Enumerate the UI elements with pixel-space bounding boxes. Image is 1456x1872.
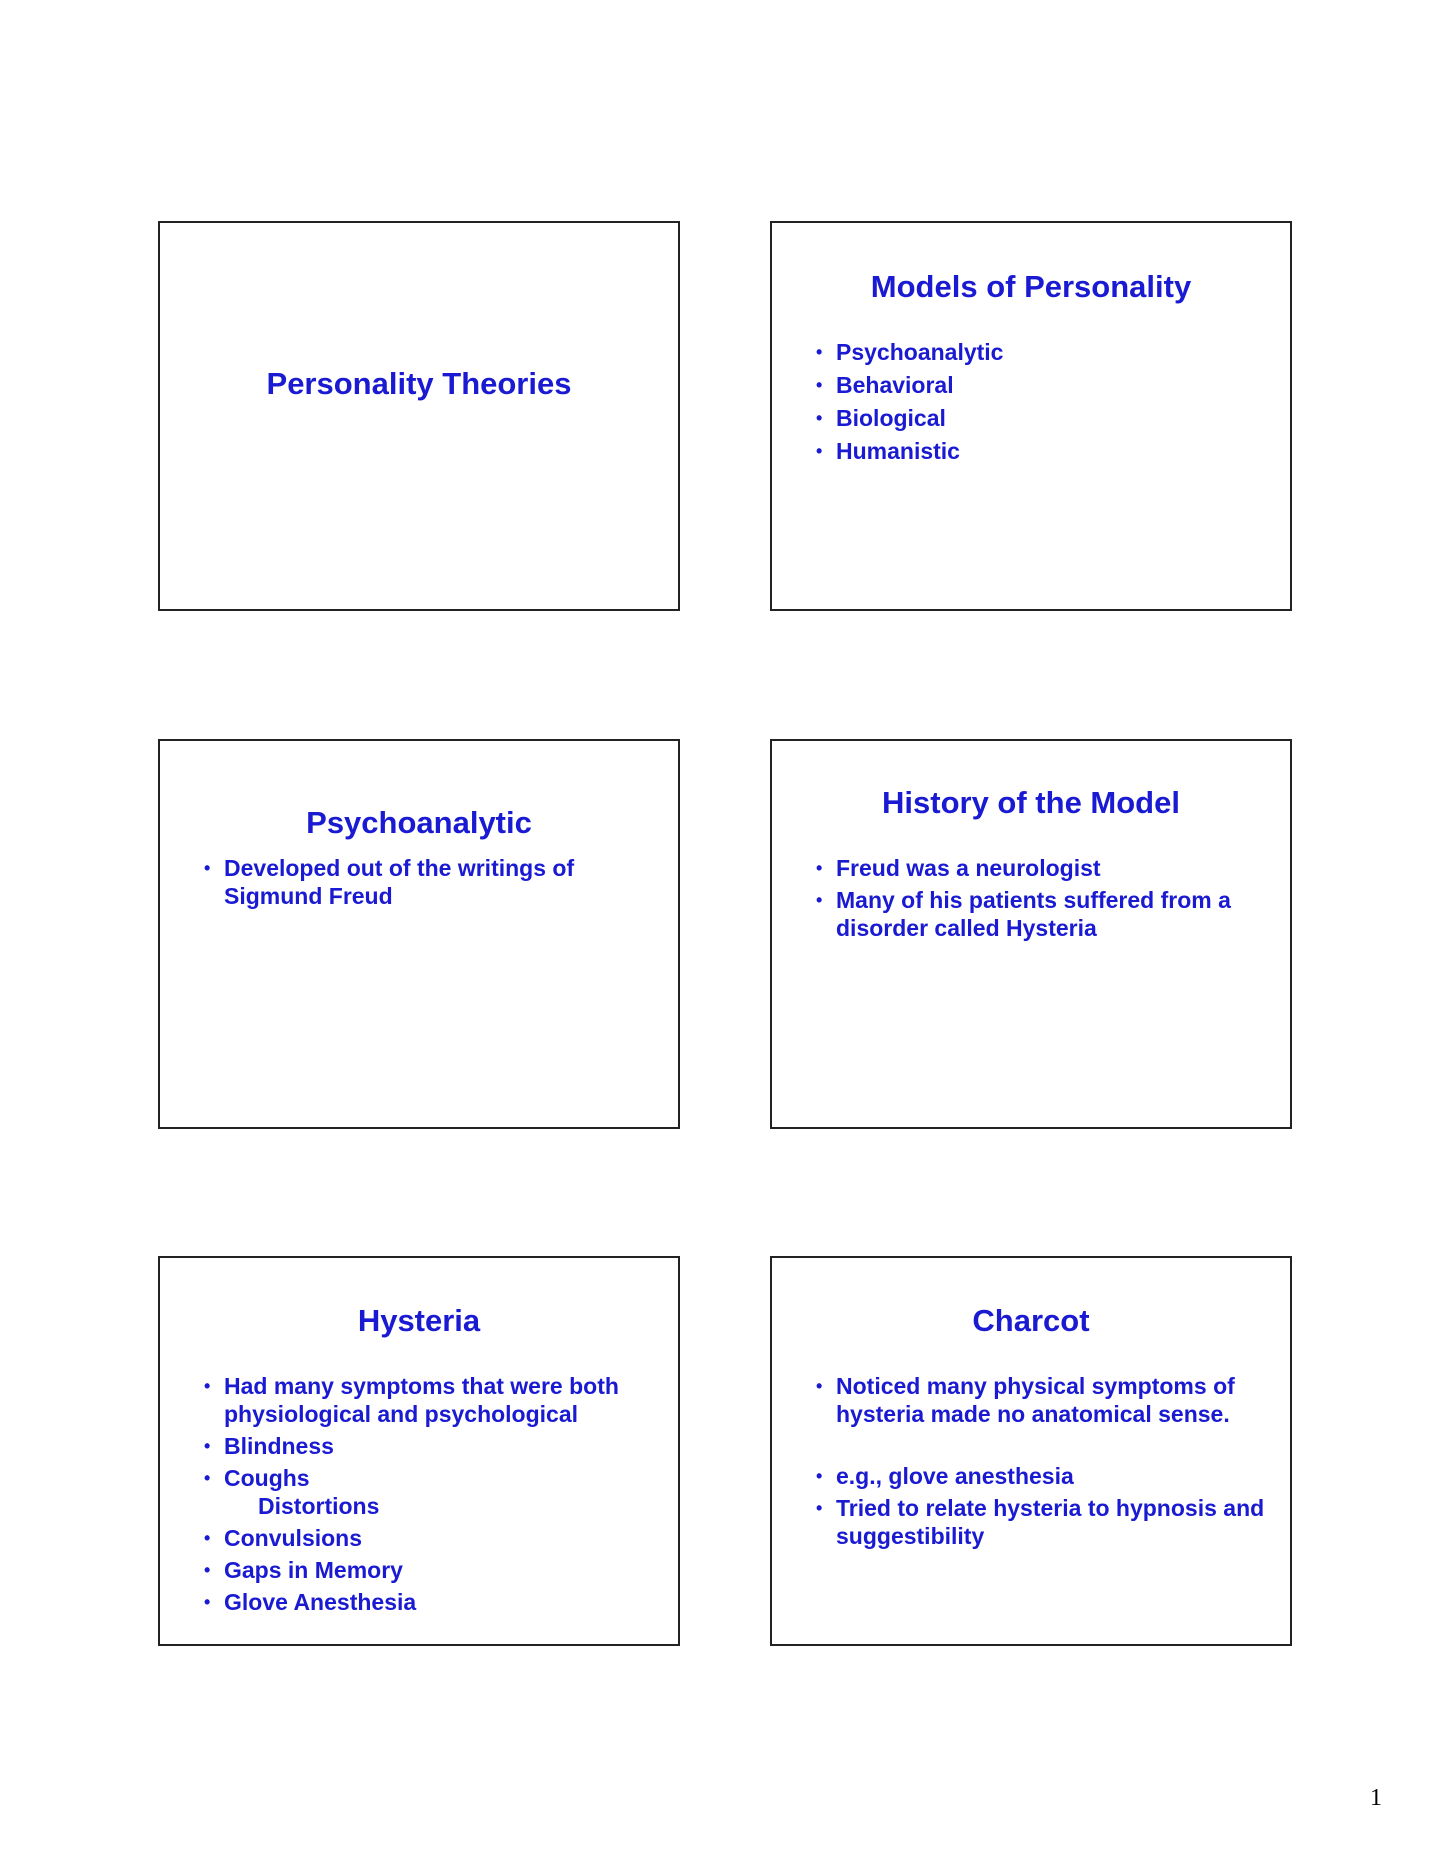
- bullet-list: [816, 1372, 1270, 1554]
- bullet-list: [204, 854, 658, 914]
- list-item: • Many of his patients suffered from a disorder called Hysteria: [816, 887, 1231, 941]
- bullet-icon: •: [816, 1376, 823, 1396]
- sub-item: Distortions: [258, 1493, 380, 1519]
- bullet-icon: •: [204, 1528, 211, 1548]
- list-item: • Convulsions: [204, 1525, 363, 1551]
- list-item: • Freud was a neurologist: [816, 855, 1101, 881]
- bullet-icon: •: [816, 342, 823, 362]
- slide-personality-theories: [158, 221, 680, 611]
- spacer: [816, 1432, 1270, 1462]
- bullet-icon: •: [204, 1560, 211, 1580]
- bullet-icon: •: [816, 1466, 823, 1486]
- slide-title: Hysteria: [357, 1303, 481, 1338]
- slide-title: Charcot: [972, 1303, 1090, 1338]
- bullet-icon: •: [816, 441, 823, 461]
- list-item: • Behavioral: [816, 372, 954, 398]
- bullet-icon: •: [816, 890, 823, 910]
- list-item: • Had many symptoms that were both physiological and psychological: [204, 1373, 619, 1427]
- slide-title: Personality Theories: [266, 366, 572, 401]
- slide-models-of-personality: [770, 221, 1292, 611]
- slide-title: Psychoanalytic: [306, 805, 532, 840]
- bullet-icon: •: [816, 1498, 823, 1518]
- list-item: • e.g., glove anesthesia: [816, 1463, 1074, 1489]
- list-item: • Glove Anesthesia: [204, 1589, 417, 1615]
- list-item: • Humanistic: [816, 438, 960, 464]
- bullet-icon: •: [816, 375, 823, 395]
- bullet-icon: •: [204, 1376, 211, 1396]
- list-item: • Gaps in Memory: [204, 1557, 403, 1583]
- list-item: • Psychoanalytic: [816, 339, 1004, 365]
- slide-title: History of the Model: [882, 785, 1180, 820]
- list-item: • Coughs Distortions: [204, 1464, 658, 1520]
- bullet-list: [204, 1372, 658, 1620]
- slide-hysteria: [158, 1256, 680, 1646]
- bullet-icon: •: [816, 858, 823, 878]
- bullet-icon: •: [816, 408, 823, 428]
- list-item: • Developed out of the writings of Sigmund Freud: [204, 855, 575, 909]
- bullet-icon: •: [204, 1436, 211, 1456]
- bullet-list: [816, 854, 1270, 946]
- bullet-icon: •: [204, 1468, 211, 1488]
- slide-psychoanalytic: [158, 739, 680, 1129]
- list-item: • Noticed many physical symptoms of hysteria made no anatomical sense.: [816, 1373, 1235, 1427]
- bullet-icon: •: [204, 1592, 211, 1612]
- page-number: 1: [1370, 1785, 1382, 1811]
- bullet-list: [816, 338, 1270, 470]
- list-item: • Biological: [816, 405, 946, 431]
- slide-charcot: [770, 1256, 1292, 1646]
- slide-title: Models of Personality: [870, 269, 1192, 304]
- slide-history-of-the-model: [770, 739, 1292, 1129]
- list-item: • Tried to relate hysteria to hypnosis and suggestibility: [816, 1495, 1265, 1549]
- bullet-icon: •: [204, 858, 211, 878]
- list-item: • Blindness: [204, 1433, 334, 1459]
